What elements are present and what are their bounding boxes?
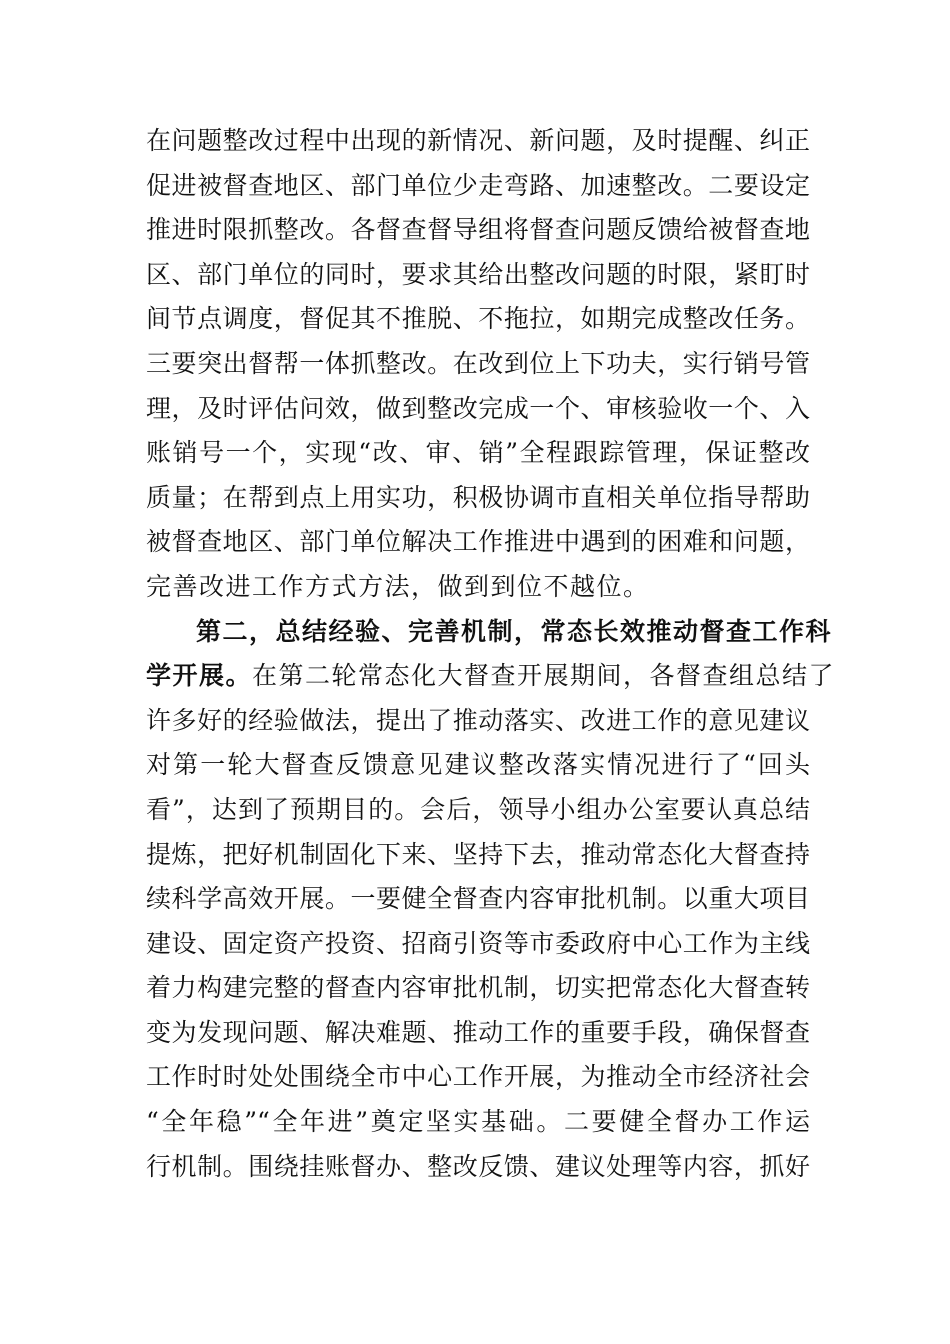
text-line: “全年稳”“全年进”奠定坚实基础。二要健全督办工作运 <box>146 1107 810 1137</box>
text-line: 账销号一个，实现“改、审、销”全程跟踪管理，保证整改 <box>146 438 810 468</box>
text-line: 提炼，把好机制固化下来、坚持下去，推动常态化大督查持 <box>146 839 810 869</box>
text-line: 行机制。围绕挂账督办、整改反馈、建议处理等内容，抓好 <box>146 1151 810 1181</box>
text-line: 建设、固定资产投资、招商引资等市委政府中心工作为主线 <box>146 928 810 958</box>
text-line: 变为发现问题、解决难题、推动工作的重要手段，确保督查 <box>146 1017 810 1047</box>
body-text <box>146 119 836 1189</box>
text-line: 完善改进工作方式方法，做到到位不越位。 <box>146 571 650 601</box>
text-line: 着力构建完整的督查内容审批机制，切实把常态化大督查转 <box>146 973 810 1003</box>
text-line: 许多好的经验做法，提出了推动落实、改进工作的意见建议 <box>146 705 810 735</box>
text-line: 质量；在帮到点上用实功，积极协调市直相关单位指导帮助 <box>146 482 810 512</box>
text-line: 区、部门单位的同时，要求其给出整改问题的时限，紧盯时 <box>146 259 810 289</box>
text-line: 对第一轮大督查反馈意见建议整改落实情况进行了“回头 <box>146 750 810 780</box>
text-line: 工作时时处处围绕全市中心工作开展，为推动全市经济社会 <box>146 1062 810 1092</box>
section-heading-end: 学开展。 <box>146 661 253 691</box>
text-line: 被督查地区、部门单位解决工作推进中遇到的困难和问题， <box>146 527 810 557</box>
text-line: 看”，达到了预期目的。会后，领导小组办公室要认真总结 <box>146 794 810 824</box>
text-line: 理，及时评估问效，做到整改完成一个、审核验收一个、入 <box>146 393 810 423</box>
text-line <box>146 654 836 699</box>
text-line: 续科学高效开展。一要健全督查内容审批机制。以重大项目 <box>146 884 810 914</box>
text-line: 三要突出督帮一体抓整改。在改到位上下功夫，实行销号管 <box>146 348 810 378</box>
text-line: 在问题整改过程中出现的新情况、新问题，及时提醒、纠正 <box>146 126 810 155</box>
text-line: 推进时限抓整改。各督查督导组将督查问题反馈给被督查地 <box>146 215 810 245</box>
section-heading: 第二，总结经验、完善机制，常态长效推动督查工作科 <box>196 616 833 646</box>
text-span: 在第二轮常态化大督查开展期间，各督查组总结了 <box>252 661 836 691</box>
text-line: 间节点调度，督促其不推脱、不拖拉，如期完成整改任务。 <box>146 304 810 334</box>
text-line: 促进被督查地区、部门单位少走弯路、加速整改。二要设定 <box>146 170 810 200</box>
